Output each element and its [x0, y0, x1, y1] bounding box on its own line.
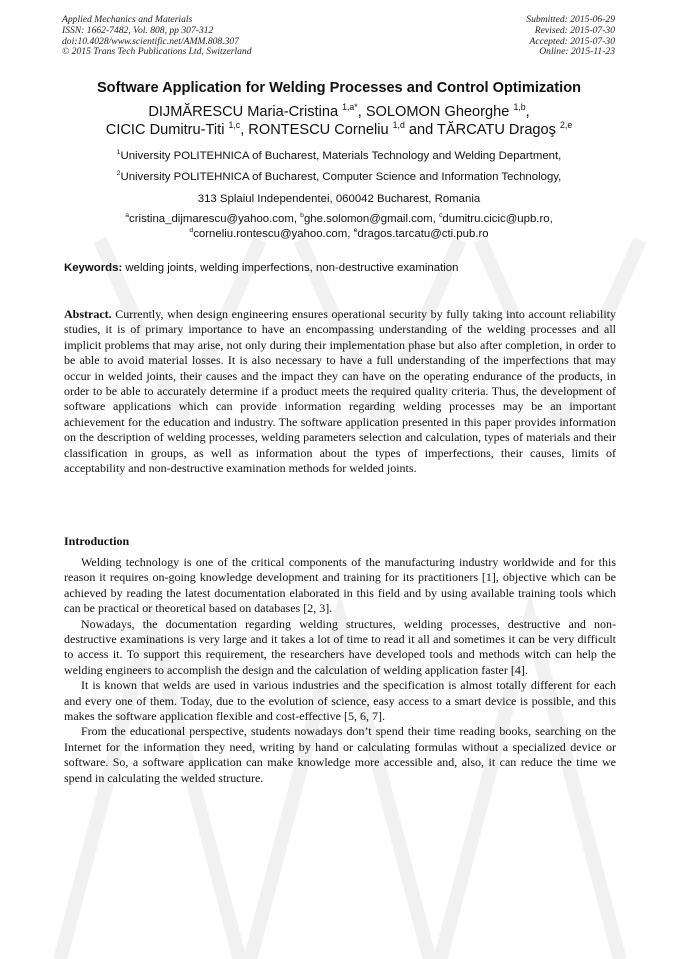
- paragraph: Welding technology is one of the critical components of the manufacturing industry worldwide and for this reason it requires on-going knowledge development and training for its practitioners [1], objective which can be achieved by reading the latest documentation elaborated in this field and by using available training tools which can be practical or theoretical based on databases [2, 3].: [64, 555, 616, 616]
- affiliation-mark: 1: [116, 149, 121, 157]
- email-mark: a: [125, 212, 130, 220]
- author-affiliation-mark: 1,c: [228, 120, 241, 131]
- affiliation-address: 313 Splaiul Independentei, 060042 Bucharest, Romania: [197, 193, 481, 205]
- author-name: CICIC Dumitru-Titi: [105, 122, 229, 138]
- section-heading-introduction: Introduction: [64, 534, 130, 548]
- copyright-line: © 2015 Trans Tech Publications Ltd, Switzerland: [62, 46, 252, 58]
- journal-name: Applied Mechanics and Materials: [62, 14, 193, 25]
- affiliation-text: University POLITEHNICA of Bucharest, Materials Technology and Welding Department,: [120, 150, 562, 162]
- author-affiliation-mark: 1,d: [392, 120, 405, 131]
- submission-dates: [526, 15, 615, 58]
- author-line-2: [30, 121, 648, 139]
- submitted-date: Submitted: 2015-06-29: [526, 14, 615, 25]
- email-mark: b: [300, 212, 304, 220]
- affiliation-mark: 2: [116, 170, 121, 178]
- email-line-1: [30, 212, 648, 227]
- author-separator: ,: [357, 104, 366, 120]
- paper-title: Software Application for Welding Processes and Control Optimization: [96, 80, 582, 96]
- abstract: [64, 307, 616, 476]
- paragraph: From the educational perspective, students nowadays don’t spend their time reading books, searching on the Internet for the information they need, writing by hand or calculating formulas without a specialized device or software. So, a software application can make knowledge more accessible and, also, it can reduce the time we spend in calculating the welded structure.: [64, 724, 616, 785]
- email-address: corneliu.rontescu@yahoo.com,: [193, 228, 354, 240]
- keywords-text: welding joints, welding imperfections, non-destructive examination: [122, 262, 459, 274]
- email-line-2: [30, 227, 648, 242]
- email-address: cristina_dijmarescu@yahoo.com,: [129, 213, 301, 225]
- paragraph: It is known that welds are used in various industries and the specification is almost totally different for each and every one of them. Today, due to the evolution of science, easy access to a smart device is possible, and this makes the software application flexible and cost-effective [5, 6, 7].: [64, 678, 616, 724]
- email-address: dragos.tarcatu@cti.pub.ro: [357, 228, 489, 240]
- doi-line: doi:10.4028/www.scientific.net/AMM.808.307: [62, 35, 240, 47]
- journal-info: [62, 15, 252, 58]
- email-address: dumitru.cicic@upb.ro,: [442, 213, 553, 225]
- author-emails: [30, 212, 648, 242]
- affiliation-text: University POLITEHNICA of Bucharest, Computer Science and Information Technology,: [120, 171, 562, 183]
- keywords-label: Keywords:: [64, 262, 123, 274]
- author-name: RONTESCU Corneliu: [248, 122, 393, 138]
- online-date: Online: 2015-11-23: [539, 46, 615, 58]
- author-name: DIJMĂRESCU Maria-Cristina: [148, 104, 343, 120]
- author-affiliation-mark: 2,e: [560, 120, 573, 131]
- author-separator: and: [404, 122, 438, 138]
- author-name: SOLOMON Gheorghe: [365, 104, 514, 120]
- author-separator: ,: [240, 122, 249, 138]
- email-mark: c: [439, 212, 443, 220]
- accepted-date: Accepted: 2015-07-30: [529, 35, 615, 47]
- email-mark: e: [353, 227, 358, 235]
- email-address: ghe.solomon@gmail.com,: [303, 213, 439, 225]
- abstract-label: Abstract.: [64, 307, 112, 321]
- author-name: TĂRCATU Dragoş: [437, 122, 561, 138]
- abstract-text: Currently, when design engineering ensures operational security by fully taking into account reliability studies, it is of primary importance to have an encompassing understanding of the welding processes and all implicit problems that may arise, not only during their implementation phase but also after completion, in order to be able to avoid material losses. It is also necessary to have a full understanding of the imperfections that may occur in welded joints, their causes and the impact they can have on the operating endurance of the products, in order to be able to accurately determine if a product meets the required quality criteria. Thus, the development of software applications which can provide information regarding welding processes may be an important achievement for the education and industry. The software application presented in this paper provides information on the description of welding processes, welding parameters selection and calculation, types of materials and their classification in groups, as well as information about the types of imperfections, their causes, limits of acceptability and non-destructive examination methods for welded joints.: [64, 307, 616, 476]
- author-separator: ,: [525, 104, 530, 120]
- affiliation-2: [30, 171, 648, 183]
- author-affiliation-mark: 1,b: [513, 102, 526, 113]
- issn-line: ISSN: 1662-7482, Vol. 808, pp 307-312: [62, 24, 214, 36]
- keywords: [64, 262, 616, 274]
- author-affiliation-mark: 1,a*: [342, 102, 358, 113]
- author-line-1: [30, 103, 648, 121]
- introduction-body: [64, 555, 616, 786]
- paragraph: Nowadays, the documentation regarding welding structures, welding processes, destructive and non-destructive examinations is very large and it takes a lot of time to read it all and sometimes it can be very difficult to access it. To support this requirement, the researchers have developed tools and methods witch can help the welding engineers to accomplish the design and the calculation of welding application faster [4].: [64, 616, 616, 677]
- revised-date: Revised: 2015-07-30: [534, 24, 615, 36]
- author-list: [30, 103, 648, 139]
- affiliation-1: [30, 150, 648, 162]
- email-mark: d: [189, 227, 194, 235]
